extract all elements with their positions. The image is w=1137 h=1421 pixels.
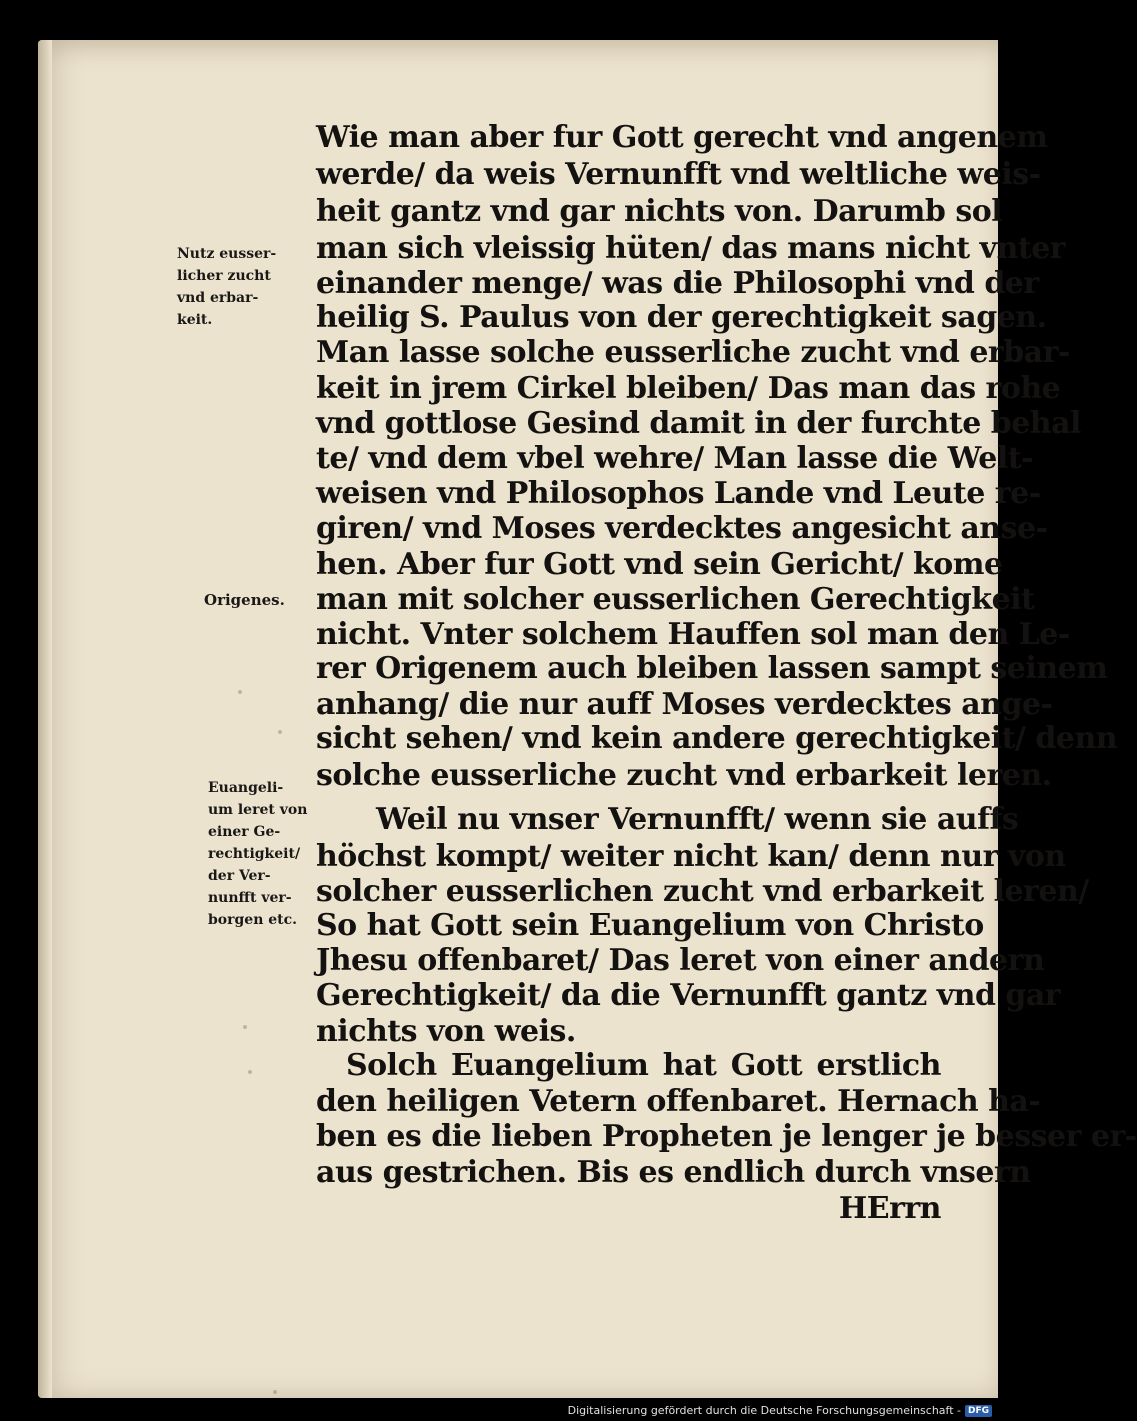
text-line: hen. Aber fur Gott vnd sein Gericht/ kome (316, 547, 1003, 582)
gloss-line: Origenes. (204, 591, 285, 609)
text-line: einander menge/ was die Philosophi vnd der (316, 266, 1039, 301)
text-line: aus gestrichen. Bis es endlich durch vnsern (316, 1155, 1031, 1190)
foxing-spot (248, 1070, 252, 1074)
gloss-line: licher zucht (177, 268, 271, 284)
gloss-line: der Ver- (208, 868, 271, 884)
margin-gloss-zucht (177, 243, 327, 331)
text-line: ben es die lieben Propheten je lenger je besser er- (316, 1119, 1137, 1154)
gloss-line: um leret von (208, 802, 308, 818)
gloss-line: rechtigkeit/ (208, 846, 301, 862)
digitization-credit (568, 1404, 992, 1417)
text-line: Gerechtigkeit/ da die Vernunfft gantz vnd gar (316, 978, 1061, 1013)
gloss-line: vnd erbar- (177, 290, 259, 306)
text-line: Solch Euangelium hat Gott erstlich (346, 1048, 941, 1083)
text-line: man mit solcher eusserlichen Gerechtigkeit (316, 582, 1035, 617)
foxing-spot (238, 690, 242, 694)
gloss-line: Nutz eusser- (177, 246, 277, 262)
footer-text: Digitalisierung gefördert durch die Deutsche Forschungsgemeinschaft - (567, 1404, 961, 1417)
text-line: heilig S. Paulus von der gerechtigkeit sagen. (316, 300, 1047, 335)
text-line: nichts von weis. (316, 1014, 576, 1049)
text-line: heit gantz vnd gar nichts von. Darumb sol (316, 194, 1003, 229)
text-line: vnd gottlose Gesind damit in der furchte behal (316, 406, 1081, 441)
text-line: Jhesu offenbaret/ Das leret von einer andern (316, 943, 1045, 978)
text-line: den heiligen Vetern offenbaret. Hernach ha- (316, 1084, 1041, 1119)
foxing-spot (243, 1025, 247, 1029)
text-line: Wie man aber fur Gott gerecht vnd angenem (316, 120, 1048, 155)
text-line: Man lasse solche eusserliche zucht vnd erbar- (316, 335, 1070, 370)
gloss-line: keit. (177, 312, 213, 328)
text-line: werde/ da weis Vernunfft vnd weltliche weis- (316, 157, 1041, 192)
text-line: sicht sehen/ vnd kein andere gerechtigkeit/ denn (316, 721, 1118, 756)
text-line: giren/ vnd Moses verdecktes angesicht anse- (316, 511, 1048, 546)
gloss-line: borgen etc. (208, 912, 298, 928)
foxing-spot (273, 1390, 277, 1394)
text-line: So hat Gott sein Euangelium von Christo (316, 908, 984, 943)
text-line: Weil nu vnser Vernunfft/ wenn sie auffs (376, 802, 1019, 837)
dfg-logo-icon: DFG (965, 1405, 992, 1417)
page-spine-shadow (38, 40, 52, 1398)
text-line: höchst kompt/ weiter nicht kan/ denn nur von (316, 839, 1066, 874)
text-line: man sich vleissig hüten/ das mans nicht vnter (316, 231, 1066, 266)
text-line: nicht. Vnter solchem Hauffen sol man den Le- (316, 617, 1070, 652)
text-line: solcher eusserlichen zucht vnd erbarkeit leren/ (316, 874, 1089, 909)
text-line: solche eusserliche zucht vnd erbarkeit leren. (316, 758, 1052, 793)
foxing-spot (278, 730, 282, 734)
text-line: te/ vnd dem vbel wehre/ Man lasse die Welt- (316, 441, 1034, 476)
text-line: rer Origenem auch bleiben lassen sampt seinem (316, 651, 1108, 686)
gloss-line: nunfft ver- (208, 890, 292, 906)
gloss-line: Euangeli- (208, 780, 284, 796)
gloss-line: einer Ge- (208, 824, 281, 840)
text-line: weisen vnd Philosophos Lande vnd Leute re- (316, 476, 1041, 511)
catchword: HErrn (838, 1191, 941, 1226)
text-line: keit in jrem Cirkel bleiben/ Das man das rohe (316, 371, 1061, 406)
text-line: anhang/ die nur auff Moses verdecktes ange- (316, 687, 1053, 722)
